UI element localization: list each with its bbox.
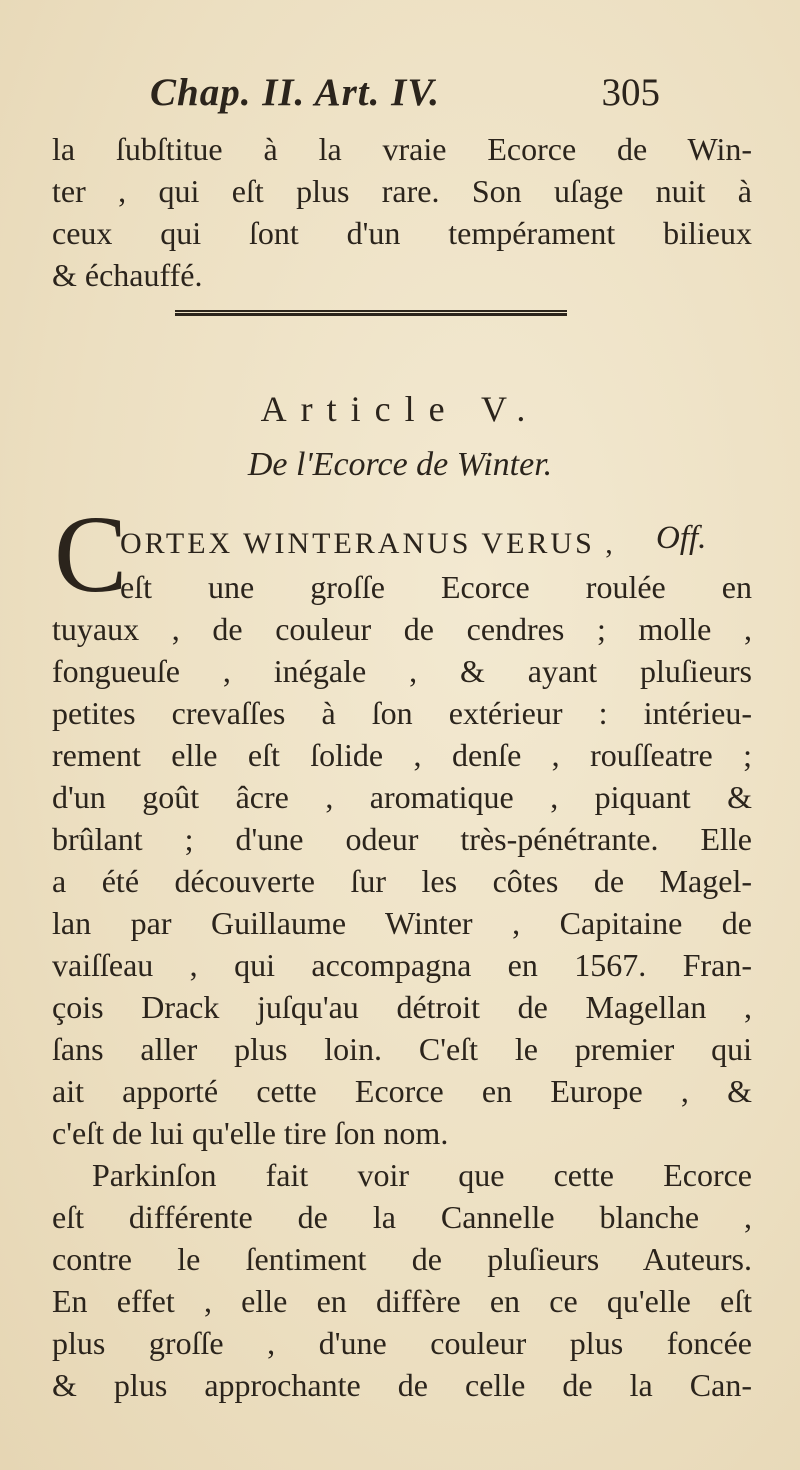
text-line: En effet , elle en diffère en ce qu'elle eſt: [52, 1283, 752, 1319]
text-line: eſt une groſſe Ecorce roulée en: [120, 569, 752, 605]
officinal-reference: Off.: [656, 520, 707, 556]
text-line: lan par Guillaume Winter , Capitaine de: [52, 905, 752, 941]
text-line: contre le ſentiment de pluſieurs Auteurs.: [52, 1241, 752, 1277]
text-line: ter , qui eſt plus rare. Son uſage nuit à: [52, 173, 752, 209]
article-title: Article V.: [260, 389, 540, 429]
text-line: çois Drack juſqu'au détroit de Magellan ,: [52, 989, 752, 1025]
article-subtitle: De l'Ecorce de Winter.: [247, 446, 553, 483]
text-line: d'un goût âcre , aromatique , piquant &: [52, 779, 752, 815]
running-title: Chap. II. Art. IV.: [150, 71, 441, 114]
running-header: [150, 70, 660, 116]
text-line: & échauffé.: [52, 257, 203, 293]
text-line: brûlant ; d'une odeur très-pénétrante. Elle: [52, 821, 752, 857]
text-line: ait apporté cette Ecorce en Europe , &: [52, 1073, 752, 1109]
page-number: 305: [601, 71, 660, 114]
text-line: tuyaux , de couleur de cendres ; molle ,: [52, 611, 752, 647]
drop-cap: C: [54, 493, 128, 615]
text-line: fongueuſe , inégale , & ayant pluſieurs: [52, 653, 752, 689]
text-line: la ſubſtitue à la vraie Ecorce de Win-: [52, 131, 752, 167]
text-line: ceux qui ſont d'un tempérament bilieux: [52, 215, 752, 251]
first-line-smallcaps: ORTEX WINTERANUS VERUS ,: [120, 527, 616, 560]
text-line: c'eſt de lui qu'elle tire ſon nom.: [52, 1115, 449, 1151]
text-line: a été découverte ſur les côtes de Magel-: [52, 863, 752, 899]
text-line: vaiſſeau , qui accompagna en 1567. Fran-: [52, 947, 752, 983]
double-rule-divider: [175, 310, 567, 316]
text-line: eſt différente de la Cannelle blanche ,: [52, 1199, 752, 1235]
text-line: plus groſſe , d'une couleur plus foncée: [52, 1325, 752, 1361]
paragraph-start-line: Parkinſon fait voir que cette Ecorce: [92, 1157, 752, 1193]
text-line: & plus approchante de celle de la Can-: [52, 1367, 752, 1403]
text-line: petites crevaſſes à ſon extérieur : intérieu-: [52, 695, 752, 731]
text-line: rement elle eſt ſolide , denſe , rouſſeatre ;: [52, 737, 752, 773]
text-line: ſans aller plus loin. C'eſt le premier qui: [52, 1031, 752, 1067]
